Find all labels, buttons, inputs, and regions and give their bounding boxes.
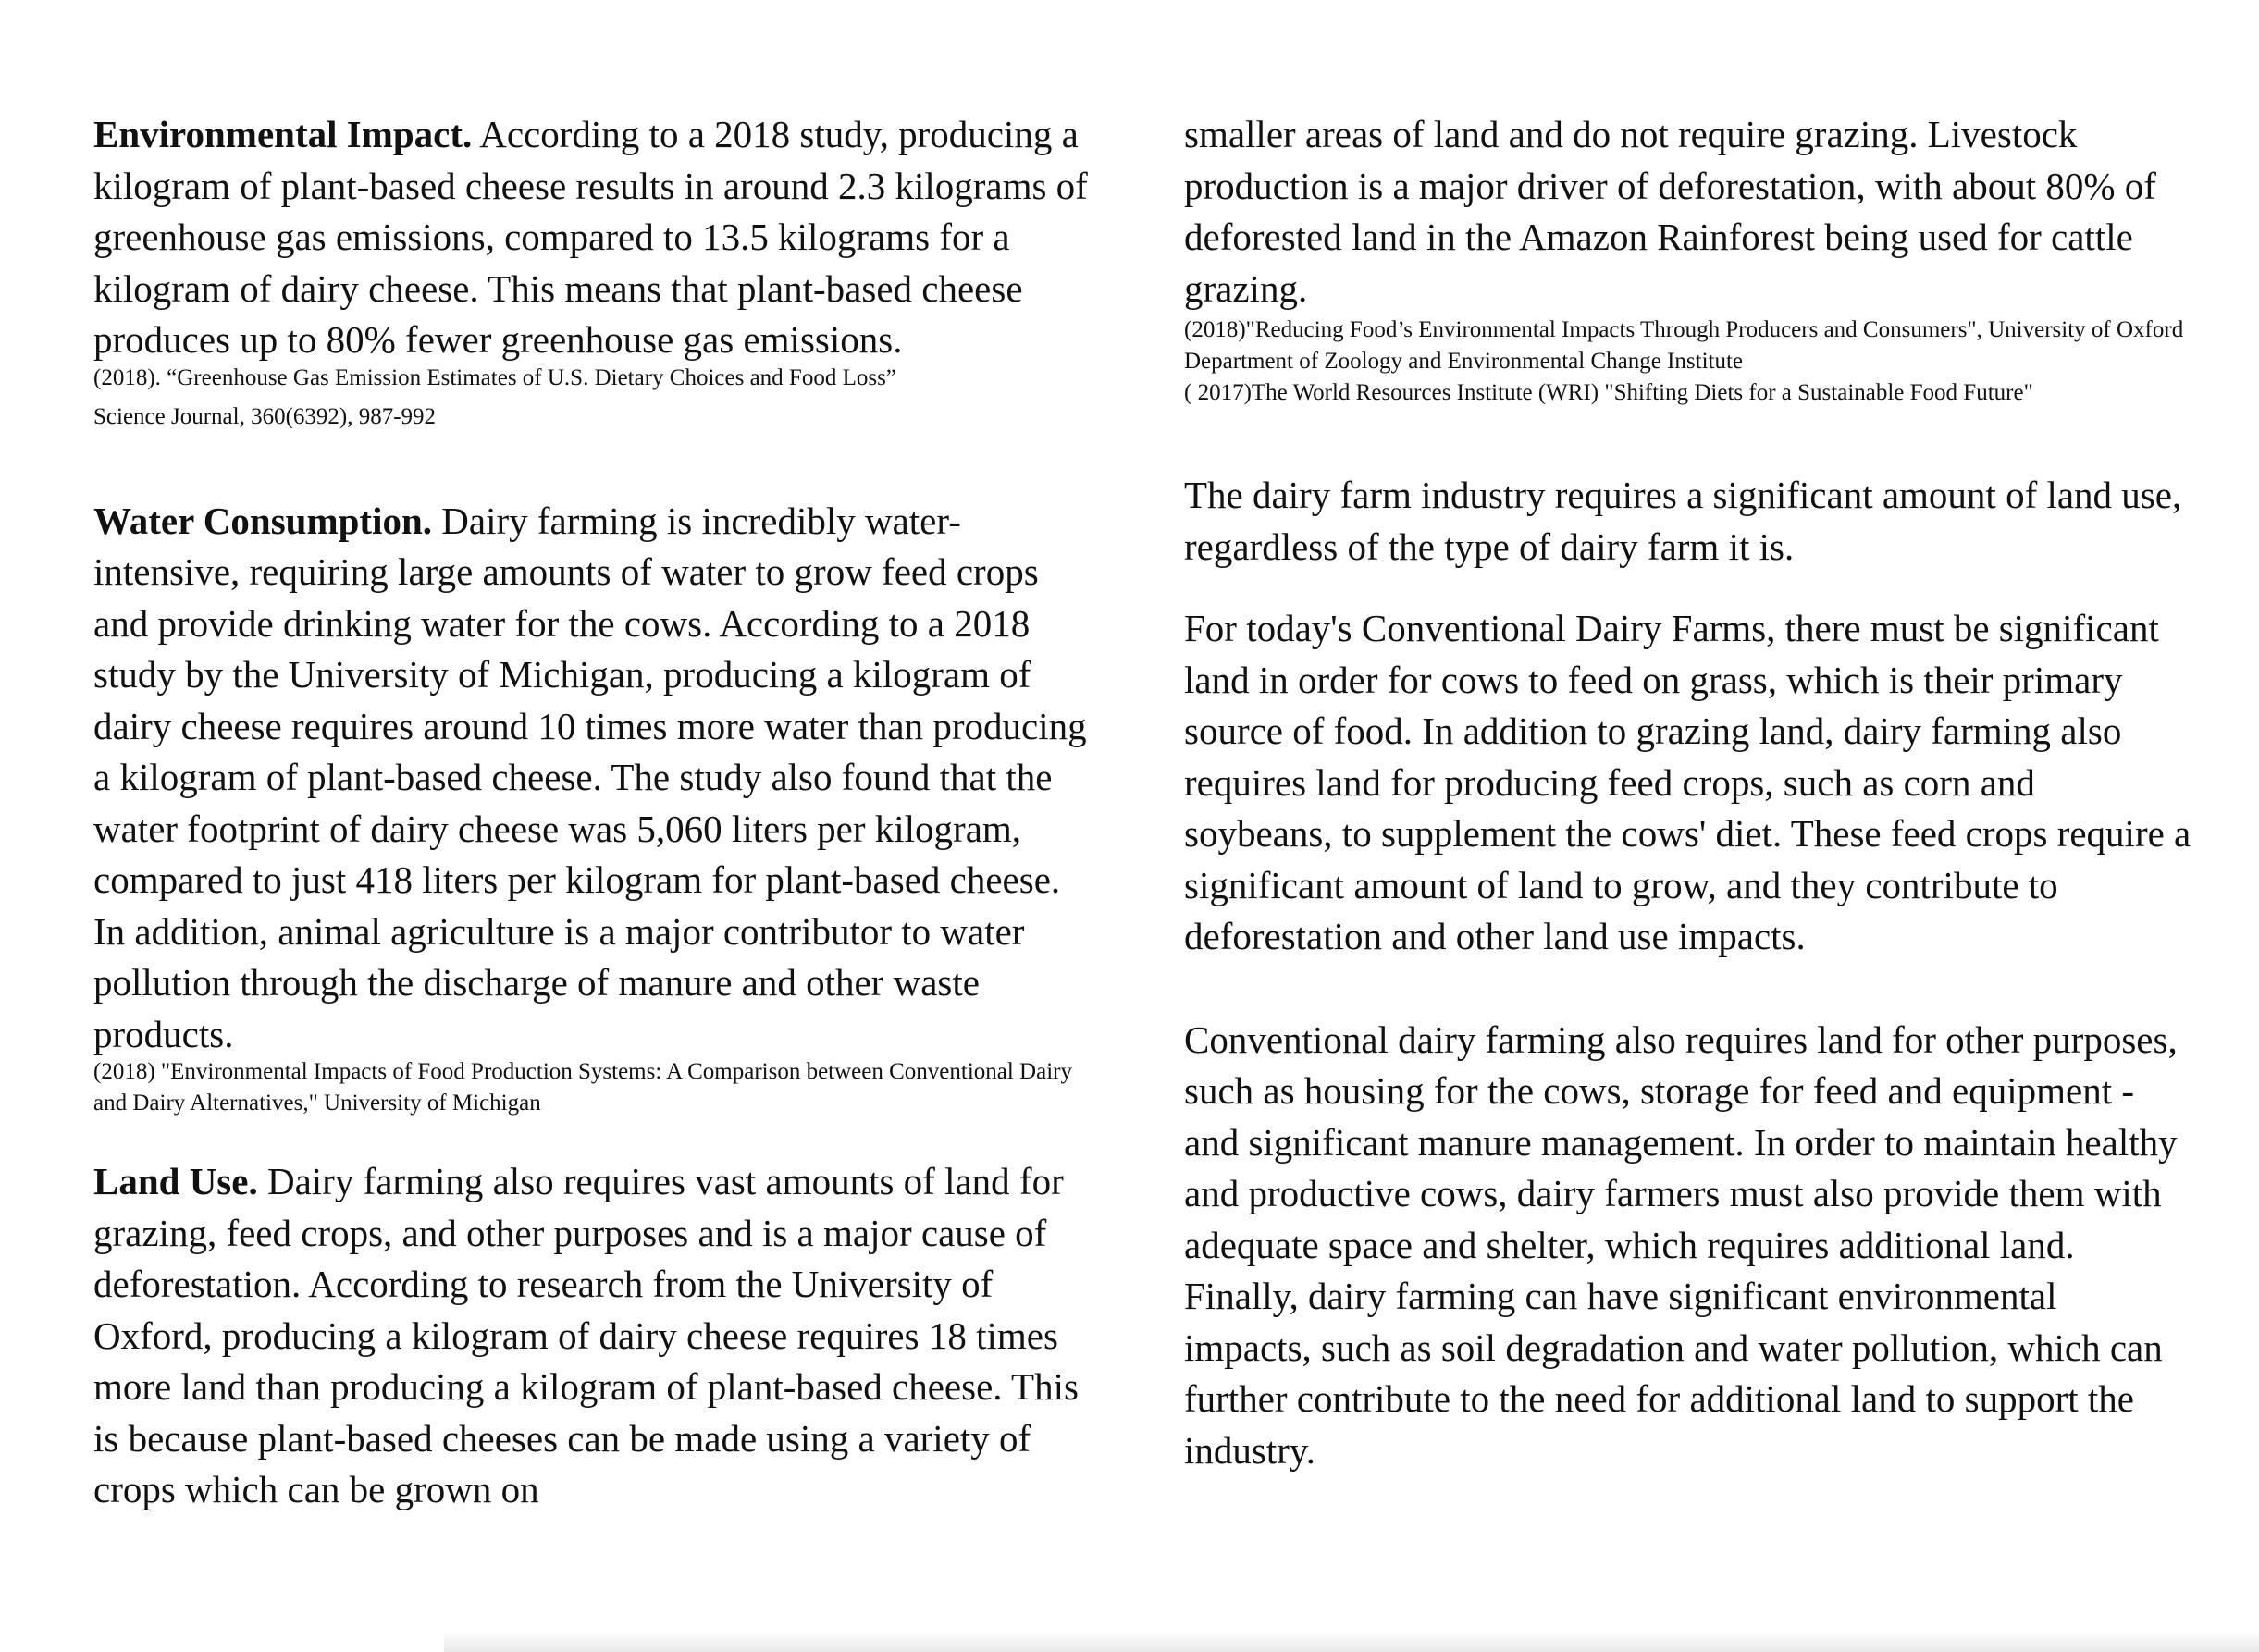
water-consumption-body: Dairy farming is incredibly water-intensive, requiring large amounts of water to grow feed crops and provide drinking water for the cows. According to a 2018 study by the University of Michigan, producing a kilogram of dairy cheese requires around 10 times more water than producing a kilogram of plant-based cheese. The study also found that the water footprint of dairy cheese was 5,060 liters per kilogram, compared to just 418 liters per kilogram for plant-based cheese. In addition, animal agriculture is a major contributor to water pollution through the discharge of manure and other waste products. xyxy=(93,499,1087,1055)
land-citation-2: ( 2017)The World Resources Institute (WRI) "Shifting Diets for a Sustainable Food Future" xyxy=(1184,380,2033,405)
conventional-farms-paragraph: For today's Conventional Dairy Farms, there must be significant land in order for cows to feed on grass, which is their primary source of food. In addition to grazing land, dairy farming also requires land for producing feed crops, such as corn and soybeans, to supplement the cows' diet. These feed crops require a significant amount of land to grow, and they contribute to deforestation and other land use impacts. xyxy=(1184,607,2191,957)
water-citation: (2018) "Environmental Impacts of Food Production Systems: A Comparison between Conventional Dairy and Dairy Alternatives," University of Michigan xyxy=(93,1059,1072,1116)
bottom-shadow xyxy=(444,1632,2259,1652)
land-use-heading: Land Use. xyxy=(93,1160,258,1202)
left-column xyxy=(93,109,1092,1516)
environmental-citation-2: Science Journal, 360(6392), 987-992 xyxy=(93,403,437,429)
land-use-intro-paragraph: The dairy farm industry requires a significant amount of land use, regardless of the type of dairy farm it is. xyxy=(1184,474,2182,568)
water-consumption-heading: Water Consumption. xyxy=(93,499,433,542)
land-use-paragraph xyxy=(93,1156,1092,1516)
land-use-body: Dairy farming also requires vast amounts of land for grazing, feed crops, and other purposes and is a major cause of deforestation. According to research from the University of Oxford, producing a kilogram of dairy cheese requires 18 times more land than producing a kilogram of plant-based cheese. This is because plant-based cheeses can be made using a variety of crops which can be grown on xyxy=(93,1160,1079,1510)
environmental-impact-body: According to a 2018 study, producing a kilogram of plant-based cheese results in around 2.3 kilograms of greenhouse gas emissions, compared to 13.5 kilograms for a kilogram of dairy cheese. This means that plant-based cheese produces up to 80% fewer greenhouse gas emissions. xyxy=(93,113,1088,361)
environmental-impact-paragraph xyxy=(93,109,1092,366)
land-use-continued-paragraph: smaller areas of land and do not require grazing. Livestock production is a major driver of deforestation, with about 80% of deforested land in the Amazon Rainforest being used for cattle grazing. xyxy=(1184,113,2156,310)
environmental-citation-1: (2018). “Greenhouse Gas Emission Estimates of U.S. Dietary Choices and Food Loss” xyxy=(93,364,896,390)
water-consumption-paragraph xyxy=(93,496,1092,1061)
other-land-purposes-paragraph: Conventional dairy farming also requires land for other purposes, such as housing for the cows, storage for feed and equipment - and significant manure management. In order to maintain healthy and productive cows, dairy farmers must also provide them with adequate space and shelter, which requires additional land. Finally, dairy farming can have significant environmental impacts, such as soil degradation and water pollution, which can further contribute to the need for additional land to support the industry. xyxy=(1184,1017,2178,1472)
land-citation-1: (2018)"Reducing Food’s Environmental Impacts Through Producers and Consumers", University of Oxford Department of Zoology and Environmental Change Institute xyxy=(1184,317,2184,374)
environmental-impact-heading: Environmental Impact. xyxy=(93,113,473,155)
right-column xyxy=(1184,109,2192,1476)
